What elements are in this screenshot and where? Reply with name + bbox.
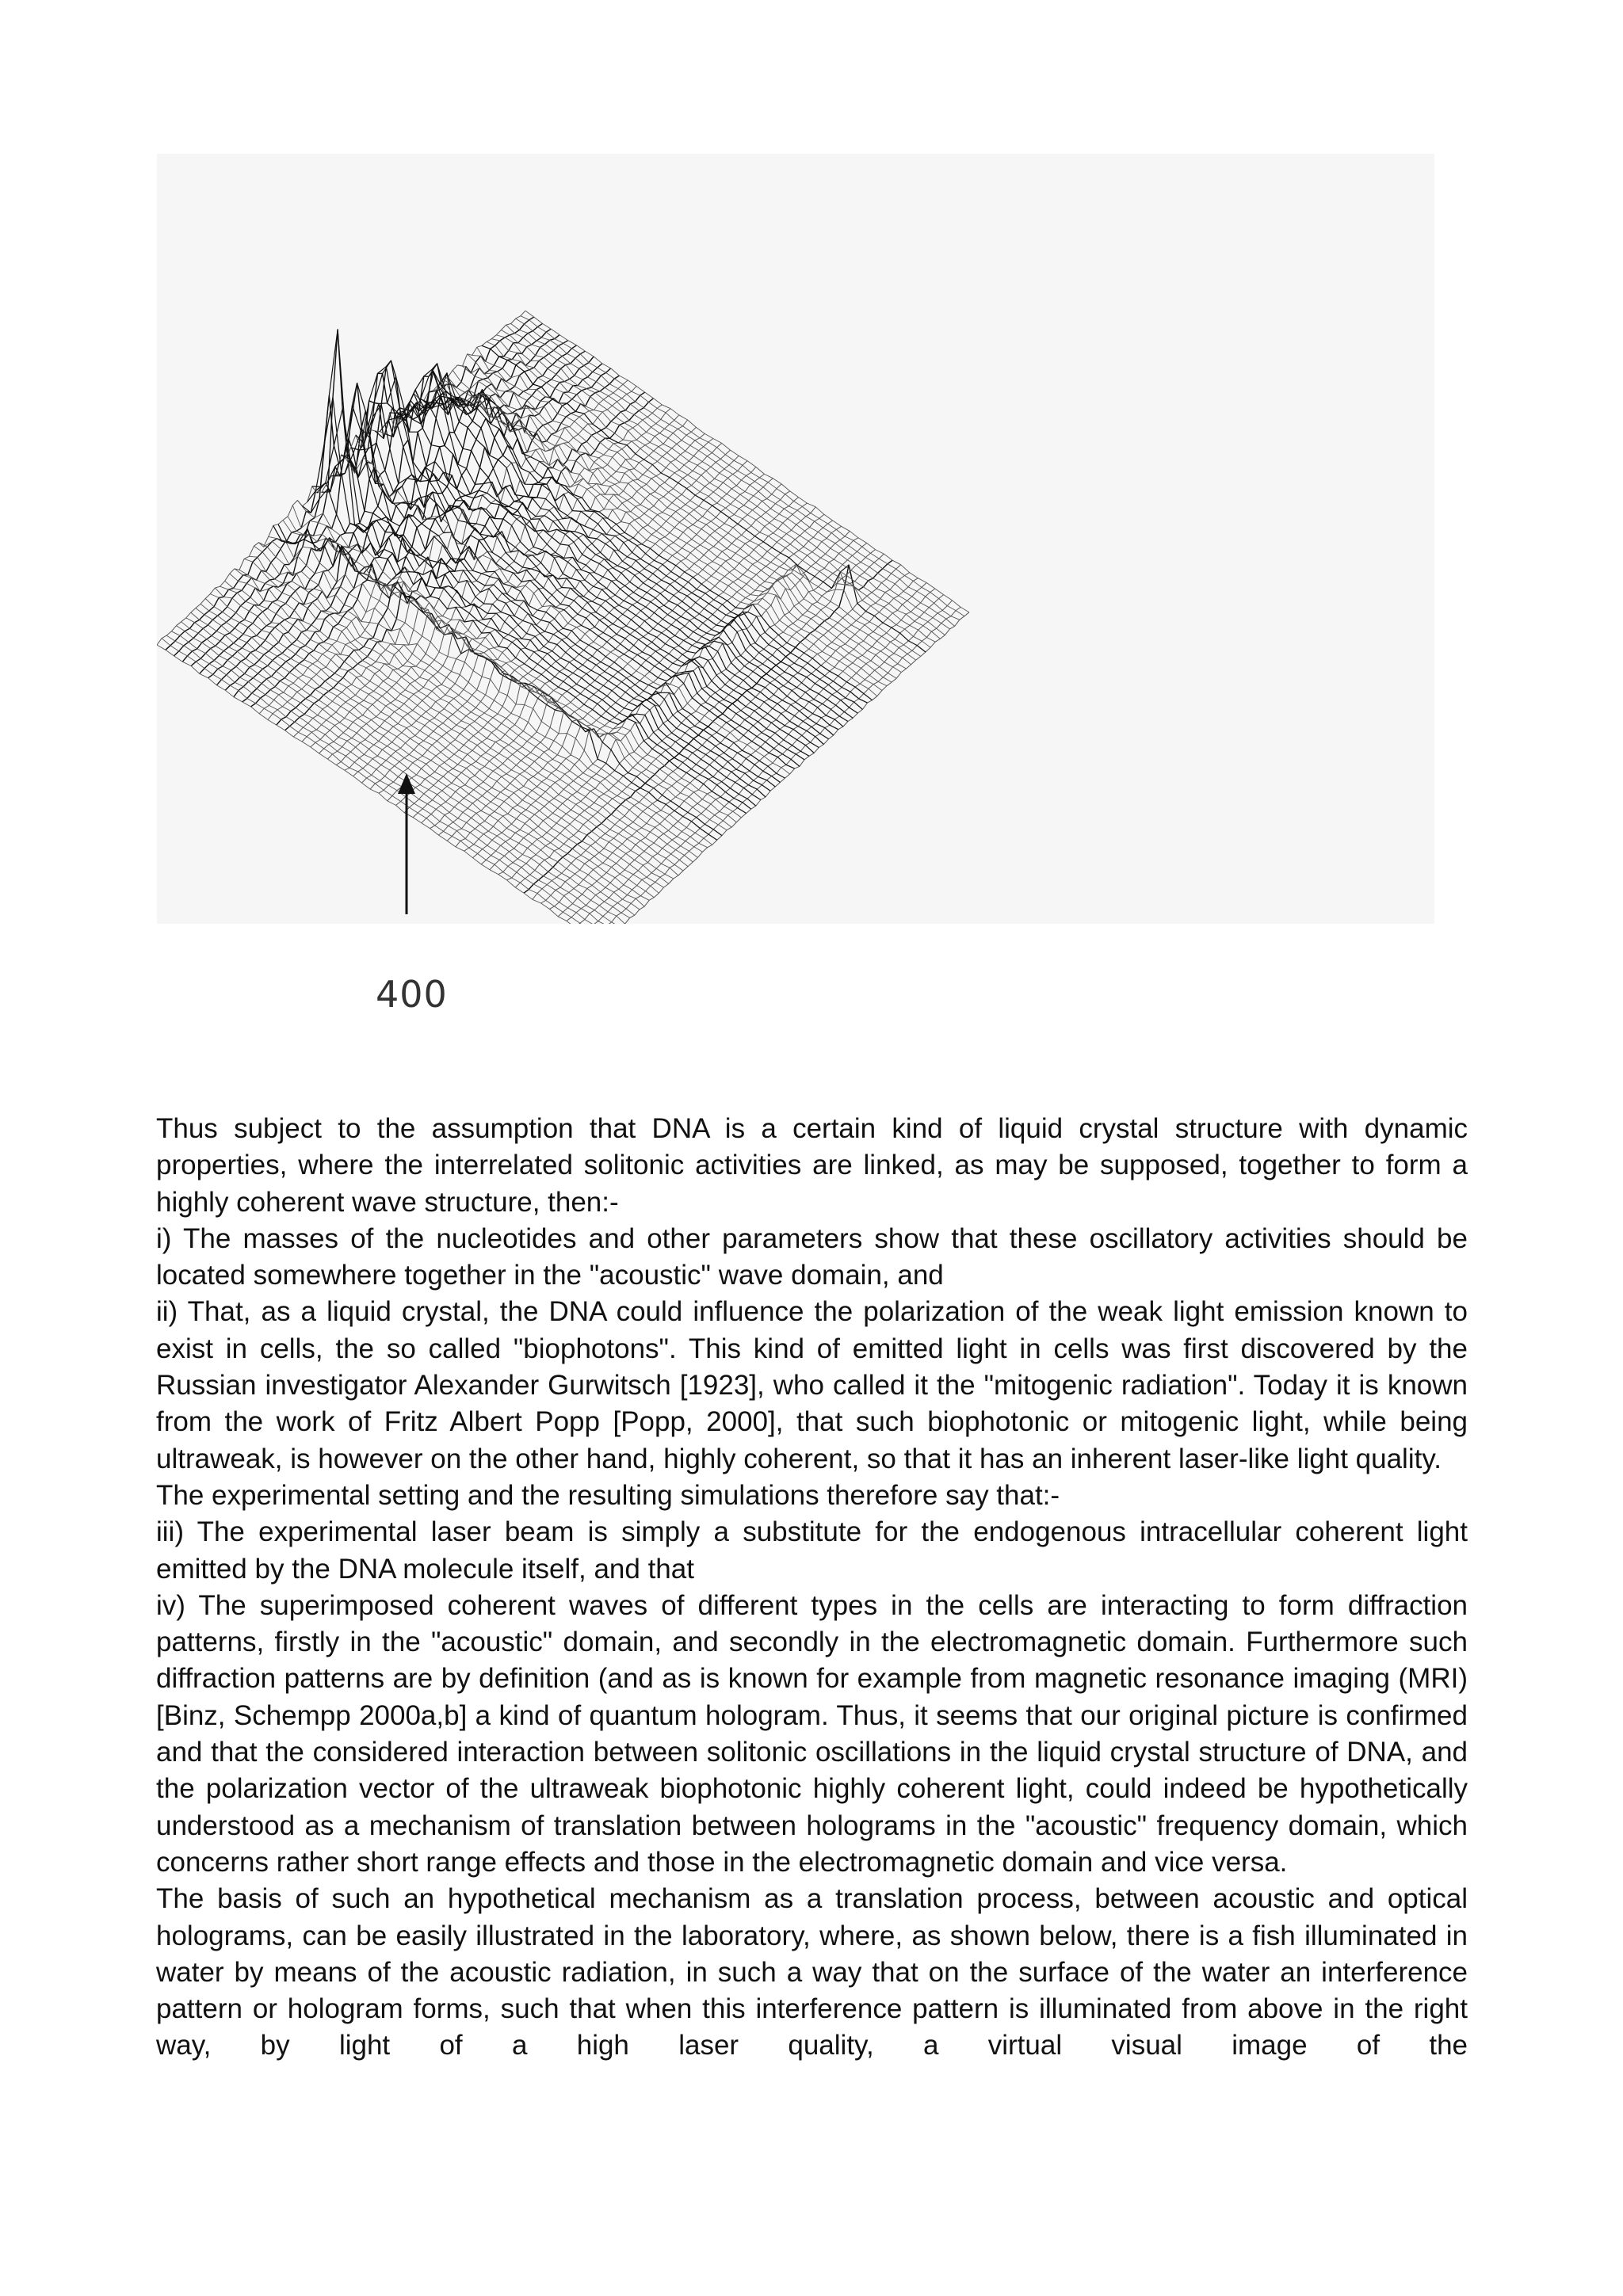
arrow-head-icon xyxy=(398,773,415,794)
surface-grid-line-v xyxy=(239,570,683,871)
surface-grid-line-v xyxy=(487,341,930,647)
surface-grid-line-v xyxy=(269,536,712,845)
wireframe-surface-figure xyxy=(157,154,1434,924)
surface-grid-line-u xyxy=(575,595,944,924)
surface-grid-line-v xyxy=(395,364,838,730)
surface-grid-line-u xyxy=(549,578,918,910)
surface-grid-line-v xyxy=(501,330,945,635)
surface-grid-line-v xyxy=(191,612,635,915)
surface-grid-line-u xyxy=(327,427,696,759)
surface-grid-line-u xyxy=(558,583,926,917)
surface-grid-line-u xyxy=(464,521,833,851)
paragraph-point-iii: iii) The experimental laser beam is simply a substitute for the endogenous intracellular coherent light emitted by the DNA molecule itself, and that xyxy=(156,1516,1468,1585)
surface-grid-line-v xyxy=(166,635,610,924)
paragraph-translation-basis: The basis of such an hypothetical mechanism as a translation process, between acoustic and optical holograms, can be easily illustrated in the laboratory, where, as shown below, there is a fish illuminated in water by means of the acoustic radiation, in such a way that on the surface of the water an interference pattern or hologram forms, such that when this interference pattern is illuminated from above in the right way, by light of a high laser quality, a virtual visual image of the xyxy=(156,1883,1468,2061)
paragraph-setting: The experimental setting and the resulting simulations therefore say that:- xyxy=(156,1479,1060,1511)
surface-grid-line-v xyxy=(506,325,950,629)
surface-grid-line-v xyxy=(516,318,960,620)
body-text xyxy=(156,1111,1468,2065)
surface-grid-line-u xyxy=(191,335,559,666)
surface-grid-line-v xyxy=(196,608,640,910)
surface-grid-line-v xyxy=(525,311,969,612)
surface-grid-line-v xyxy=(225,581,669,883)
surface-grid-line-v xyxy=(220,586,664,887)
surface-grid-line-v xyxy=(205,599,649,901)
arrow-label-400: 400 xyxy=(376,973,448,1016)
surface-grid-line-v xyxy=(511,324,955,627)
surface-grid-line-v xyxy=(477,347,921,656)
surface-grid-line-v xyxy=(365,360,809,756)
paragraph-point-ii: ii) That, as a liquid crystal, the DNA could influence the polarization of the weak light emission known to exist in cells, the so called "biophotons". This kind of emitted light in cells was first discovered by the Russian investigator Alexander Gurwitsch [1923], who called it the "mitogenic radiation". Today it is known from the work of Fritz Albert Popp [Popp, 2000], that such biophotonic or mitogenic light, while being ultraweak, is however on the other hand, highly coherent, so that it has an inherent laser-like light quality. xyxy=(156,1296,1468,1474)
paragraph-intro: Thus subject to the assumption that DNA is a certain kind of liquid crystal structure with dynamic properties, where the interrelated solitonic activities are linked, as may be supposed, together to form a highly coherent wave structure, then:- xyxy=(156,1113,1468,1218)
surface-grid-line-v xyxy=(181,622,625,924)
surface-grid-line-v xyxy=(472,355,916,660)
paragraph-point-i: i) The masses of the nucleotides and other parameters show that these oscillatory activities should be located somewhere together in the "acoustic" wave domain, and xyxy=(156,1222,1468,1291)
surface-grid-line-v xyxy=(468,354,911,665)
surface-grid-line-u xyxy=(447,507,815,841)
surface-grid-line-v xyxy=(370,376,814,753)
surface-grid-line-v xyxy=(346,458,790,774)
surface-grid-line-u xyxy=(200,341,568,674)
surface-grid-line-v xyxy=(210,594,654,898)
paragraph-point-iv: iv) The superimposed coherent waves of different types in the cells are interacting to form diffraction patterns, firstly in the "acoustic" domain, and secondly in the electromagnetic domain. Furthermore such diffraction patterns are by definition (and as is known for example from magnetic resonance imaging (MRI) [Binz, Schempp 2000a,b] a kind of quantum hologram. Thus, it seems that our original picture is confirmed and that the considered interaction between solitonic oscillations in the liquid crystal structure of DNA, and the polarization vector of the ultraweak biophotonic highly coherent light, could indeed be hypothetically understood as a mechanism of translation between holograms in the "acoustic" frequency domain, which concerns rather short range effects and those in the electromagnetic domain and vice versa. xyxy=(156,1589,1468,1878)
wireframe-surface-plot xyxy=(157,154,1434,924)
surface-grid-line-v xyxy=(171,631,615,924)
